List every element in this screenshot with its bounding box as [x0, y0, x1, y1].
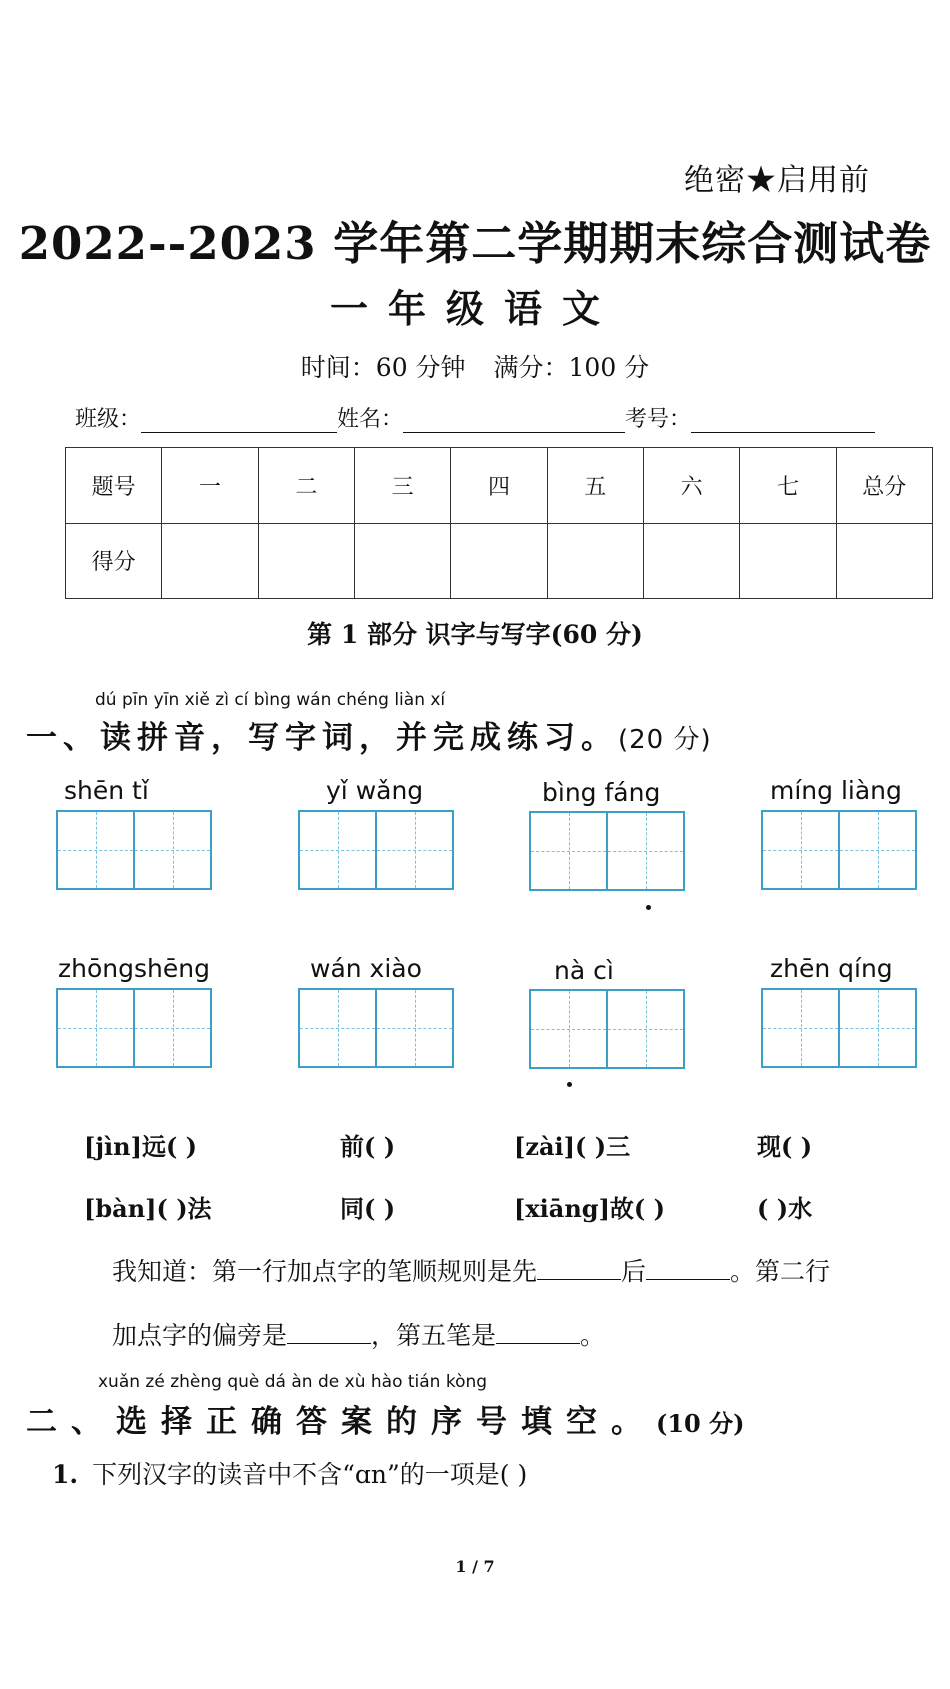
- knowledge-line-2: [112, 1316, 605, 1352]
- section2-pinyin: xuǎn zé zhèng què dá àn de xù hào tián kòng: [98, 1372, 488, 1392]
- fill-item[interactable]: 同( ): [340, 1194, 396, 1223]
- writing-grid[interactable]: [298, 810, 454, 888]
- know-text: 加点字的偏旁是: [112, 1321, 288, 1350]
- word-pinyin: bìng fáng: [542, 778, 661, 807]
- score-cell[interactable]: [836, 523, 932, 599]
- table-cell: 总分: [836, 448, 932, 524]
- emphasis-dot: [646, 905, 651, 910]
- answer-blank[interactable]: [496, 1343, 580, 1344]
- page-number: 1 / 7: [455, 1557, 495, 1576]
- fill-item[interactable]: [bàn]( )法: [84, 1194, 212, 1223]
- answer-blank[interactable]: [287, 1343, 371, 1344]
- word-pinyin: yǐ wǎng: [326, 776, 424, 805]
- writing-grid[interactable]: [529, 811, 685, 889]
- know-text: 。: [580, 1321, 606, 1350]
- section2-heading-text: 二、选择正确答案的序号填空: [26, 1404, 611, 1440]
- writing-grid[interactable]: [529, 989, 685, 1067]
- class-field[interactable]: [141, 408, 337, 433]
- section1-heading-text: 一、读拼音，写字词，并完成练习。: [26, 720, 618, 756]
- exam-no-label: 考号：: [625, 407, 692, 432]
- word-pinyin: wán xiào: [310, 954, 422, 983]
- score-cell[interactable]: [451, 523, 547, 599]
- know-text: ，第五笔是: [371, 1321, 497, 1350]
- score-cell[interactable]: [162, 523, 258, 599]
- word-pinyin: zhōngshēng: [58, 954, 210, 983]
- score-cell[interactable]: [643, 523, 739, 599]
- fill-item[interactable]: 前( ): [340, 1132, 396, 1161]
- writing-grid[interactable]: [761, 988, 917, 1066]
- table-cell: 七: [740, 448, 836, 524]
- writing-grid[interactable]: [298, 988, 454, 1066]
- section1-heading: [26, 712, 712, 757]
- table-cell: 得分: [66, 523, 162, 599]
- confidential-mark: 绝密★启用前: [684, 163, 870, 198]
- question-1: [52, 1455, 527, 1491]
- table-cell: 二: [258, 448, 354, 524]
- know-text: 我知道：第一行加点字的笔顺规则是先: [112, 1257, 538, 1286]
- word-pinyin: shēn tǐ: [64, 776, 149, 805]
- writing-grid[interactable]: [56, 988, 212, 1066]
- score-table-header-row: [66, 448, 933, 524]
- know-text: 。第二行: [730, 1257, 831, 1286]
- writing-grid[interactable]: [56, 810, 212, 888]
- question-number: 1.: [52, 1460, 79, 1489]
- section1-score: (20 分): [618, 725, 712, 755]
- word-pinyin: míng liàng: [770, 776, 902, 805]
- table-cell: 题号: [66, 448, 162, 524]
- answer-blank[interactable]: [537, 1279, 621, 1280]
- table-cell: 一: [162, 448, 258, 524]
- score-cell[interactable]: [258, 523, 354, 599]
- name-field[interactable]: [403, 408, 625, 433]
- exam-subtitle: 一年级语文: [329, 286, 620, 331]
- fill-item[interactable]: [zài]( )三: [514, 1132, 631, 1161]
- know-text: 后: [621, 1257, 647, 1286]
- score-cell[interactable]: [547, 523, 643, 599]
- table-cell: 五: [547, 448, 643, 524]
- time-and-score: [0, 348, 950, 384]
- exam-title: 2022--2023 学年第二学期期末综合测试卷: [18, 217, 932, 270]
- fill-item[interactable]: 现( ): [757, 1132, 813, 1161]
- knowledge-line-1: [112, 1252, 830, 1288]
- class-label: 班级：: [75, 407, 142, 432]
- name-label: 姓名：: [337, 407, 404, 432]
- question-text[interactable]: 下列汉字的读音中不含“ɑn”的一项是( ): [92, 1460, 528, 1489]
- table-cell: 四: [451, 448, 547, 524]
- section2-heading-tail: 。: [611, 1404, 656, 1440]
- fill-item[interactable]: [jìn]远( ): [84, 1132, 198, 1161]
- section2-score: (10 分): [656, 1409, 745, 1438]
- table-cell: 三: [354, 448, 450, 524]
- exam-time: 时间：60 分钟: [300, 353, 466, 382]
- answer-blank[interactable]: [646, 1279, 730, 1280]
- part1-title: 第 1 部分 识字与写字(60 分): [307, 620, 643, 649]
- fill-item[interactable]: [xiāng]故( ): [514, 1194, 665, 1223]
- word-pinyin: nà cì: [554, 956, 614, 985]
- score-table: [65, 447, 933, 599]
- score-cell[interactable]: [354, 523, 450, 599]
- table-cell: 六: [643, 448, 739, 524]
- word-pinyin: zhēn qíng: [770, 954, 893, 983]
- fill-item[interactable]: ( )水: [757, 1194, 813, 1223]
- exam-full-score: 满分：100 分: [493, 353, 650, 382]
- section2-heading: [26, 1396, 744, 1441]
- emphasis-dot: [567, 1082, 572, 1087]
- score-cell[interactable]: [740, 523, 836, 599]
- writing-grid[interactable]: [761, 810, 917, 888]
- exam-no-field[interactable]: [691, 408, 875, 433]
- score-table-score-row: [66, 523, 933, 599]
- student-info-row: [75, 402, 875, 433]
- section1-pinyin: dú pīn yīn xiě zì cí bìng wán chéng liàn xí: [95, 690, 446, 710]
